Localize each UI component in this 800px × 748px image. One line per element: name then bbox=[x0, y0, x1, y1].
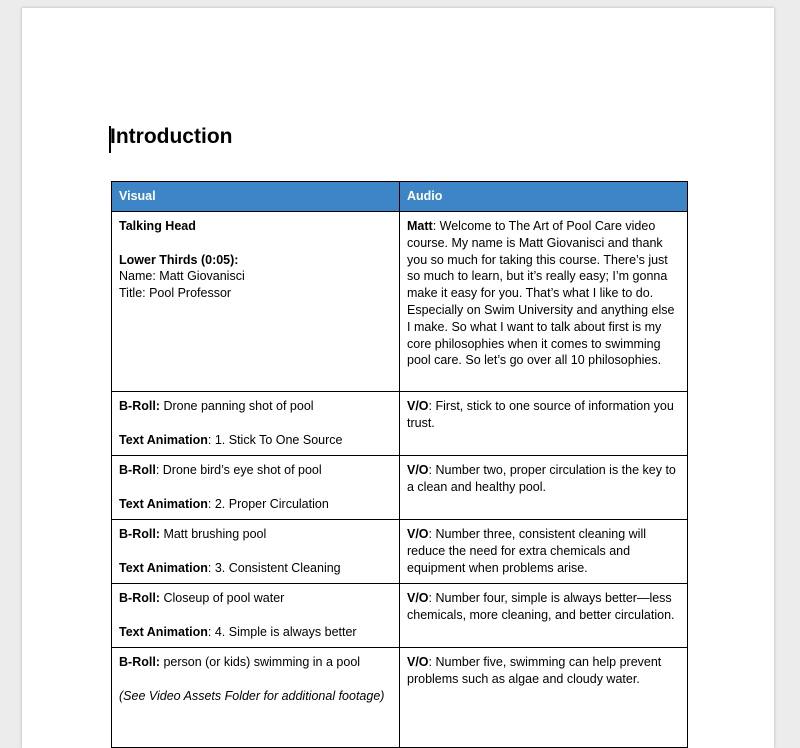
animation-label: Text Animation bbox=[119, 624, 208, 639]
broll-text: : Drone bird’s eye shot of pool bbox=[155, 463, 322, 477]
assets-note: (See Video Assets Folder for additional footage) bbox=[119, 688, 385, 703]
audio-cell[interactable] bbox=[400, 392, 688, 456]
vo-label: V/O bbox=[407, 591, 429, 605]
vo-label: V/O bbox=[407, 463, 429, 477]
audio-cell[interactable] bbox=[400, 584, 688, 648]
broll-text: Matt brushing pool bbox=[159, 527, 267, 541]
header-visual[interactable]: Visual bbox=[112, 182, 400, 212]
vo-label: V/O bbox=[407, 655, 429, 669]
spacer bbox=[119, 415, 392, 432]
broll-label: B-Roll: bbox=[119, 527, 160, 541]
table-row bbox=[112, 392, 688, 456]
visual-cell[interactable] bbox=[112, 456, 400, 520]
broll-label: B-Roll: bbox=[119, 399, 160, 413]
visual-cell[interactable] bbox=[112, 212, 400, 392]
spacer bbox=[119, 607, 392, 624]
animation-text: : 3. Consistent Cleaning bbox=[207, 560, 341, 575]
visual-cell[interactable] bbox=[112, 520, 400, 584]
vo-text: : Number two, proper circulation is the key to a clean and healthy pool. bbox=[407, 463, 676, 494]
section-heading[interactable]: Introduction bbox=[110, 125, 233, 148]
vo-label: V/O bbox=[407, 527, 429, 541]
spacer bbox=[119, 479, 392, 496]
vo-text: : Number five, swimming can help prevent problems such as algae and cloudy water. bbox=[407, 655, 662, 686]
vo-text: : First, stick to one source of information you trust. bbox=[407, 399, 674, 430]
audio-cell[interactable] bbox=[400, 520, 688, 584]
lower-thirds-name: Name: Matt Giovanisci bbox=[119, 269, 245, 284]
visual-cell[interactable] bbox=[112, 584, 400, 648]
shot-type: Talking Head bbox=[119, 219, 196, 233]
audio-cell[interactable] bbox=[400, 456, 688, 520]
animation-text: : 4. Simple is always better bbox=[207, 624, 357, 639]
spacer bbox=[119, 671, 392, 688]
table-row bbox=[112, 648, 688, 748]
audio-cell[interactable] bbox=[400, 648, 688, 748]
animation-label: Text Animation bbox=[119, 560, 208, 575]
animation-label: Text Animation bbox=[119, 432, 208, 447]
table-row bbox=[112, 456, 688, 520]
lower-thirds-label: Lower Thirds (0:05): bbox=[119, 252, 239, 267]
broll-text: Drone panning shot of pool bbox=[159, 399, 314, 413]
document-page bbox=[22, 8, 774, 748]
table-row bbox=[112, 584, 688, 648]
audio-cell[interactable] bbox=[400, 212, 688, 392]
script-table[interactable] bbox=[111, 181, 688, 748]
spacer bbox=[119, 543, 392, 560]
broll-label: B-Roll: bbox=[119, 655, 160, 669]
table-header-row bbox=[112, 182, 688, 212]
speaker-label: Matt bbox=[407, 219, 433, 233]
broll-text: Closeup of pool water bbox=[159, 591, 285, 605]
animation-label: Text Animation bbox=[119, 496, 208, 511]
spacer bbox=[119, 235, 392, 252]
speech-text: : Welcome to The Art of Pool Care video course. My name is Matt Giovanisci and thank you so much for taking this course. There’s just so much to learn, but it’s really easy; I’m gonna make it easy for you. That’s what I like to do. Especially on Swim University and anything else I make. So what I want to talk about first is my core philosophies when it comes to swimming pool care. So let’s go over all 10 philosophies. bbox=[407, 219, 675, 368]
broll-label: B-Roll: bbox=[119, 591, 160, 605]
animation-text: : 1. Stick To One Source bbox=[207, 432, 343, 447]
vo-text: : Number three, consistent cleaning will reduce the need for extra chemicals and equipment when problems arise. bbox=[407, 527, 647, 575]
visual-cell[interactable] bbox=[112, 648, 400, 748]
header-audio[interactable]: Audio bbox=[400, 182, 688, 212]
vo-text: : Number four, simple is always better—less chemicals, more cleaning, and better circulation. bbox=[407, 591, 675, 622]
visual-cell[interactable] bbox=[112, 392, 400, 456]
lower-thirds-title: Title: Pool Professor bbox=[119, 286, 232, 301]
broll-text: person (or kids) swimming in a pool bbox=[159, 655, 361, 669]
vo-label: V/O bbox=[407, 399, 429, 413]
table-row bbox=[112, 212, 688, 392]
table-row bbox=[112, 520, 688, 584]
broll-label: B-Roll bbox=[119, 463, 156, 477]
animation-text: : 2. Proper Circulation bbox=[207, 496, 329, 511]
